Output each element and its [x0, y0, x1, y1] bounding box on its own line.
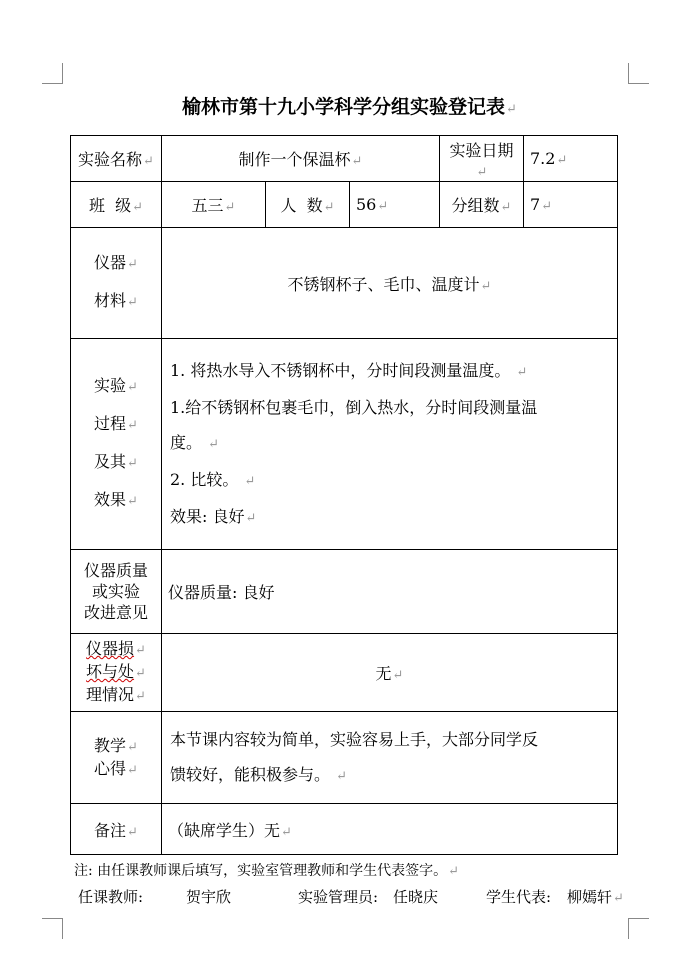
table-row — [71, 228, 618, 339]
table-row — [71, 634, 618, 712]
process-line: 度。 ↵ — [170, 432, 220, 452]
student-signature-label: 学生代表: — [486, 888, 552, 906]
process-label: 实验↵ 过程↵ 及其↵ 效果↵ — [71, 339, 162, 550]
damage-label: 仪器损↵ 坏与处↵ 理情况↵ — [71, 634, 162, 712]
crop-mark-top-right — [628, 63, 649, 84]
reflection-line: 本节课内容较为简单，实验容易上手，大部分同学反 — [170, 729, 539, 749]
process-line: 效果: 良好↵ — [170, 506, 257, 526]
table-row — [71, 182, 618, 228]
remarks-label: 备注↵ — [71, 804, 162, 855]
student-signature-name[interactable]: 柳嫣轩↵ — [567, 888, 624, 906]
reflection-line: 馈较好，能积极参与。 ↵ — [170, 764, 348, 784]
document-title-text: 榆林市第十九小学科学分组实验登记表 — [182, 96, 506, 118]
class-label: 班 级↵ — [71, 182, 162, 228]
process-line: 1.给不锈钢杯包裹毛巾，倒入热水，分时间段测量温 — [170, 397, 538, 417]
document-title[interactable] — [0, 92, 699, 119]
footer-note: 注: 由任课教师课后填写，实验室管理教师和学生代表签字。↵ — [74, 863, 460, 879]
process-cell[interactable] — [162, 339, 618, 550]
reflection-cell[interactable] — [162, 712, 618, 804]
experiment-name-label: 实验名称↵ — [71, 136, 162, 182]
student-count-cell[interactable]: 56↵ — [350, 182, 440, 228]
quality-cell[interactable]: 仪器质量: 良好 — [162, 550, 618, 634]
experiment-date-label: 实验日期↵ — [440, 136, 524, 182]
experiment-date-cell[interactable]: 7.2↵ — [524, 136, 618, 182]
manager-signature-label: 实验管理员: — [298, 888, 379, 906]
table-row — [71, 712, 618, 804]
student-count-label: 人 数↵ — [266, 182, 350, 228]
teacher-signature-label: 任课教师: — [78, 888, 144, 906]
process-line: 2. 比较。 ↵ — [170, 469, 256, 489]
table-row — [71, 339, 618, 550]
manager-signature-name[interactable]: 任晓庆 — [393, 888, 439, 906]
crop-mark-top-left — [42, 63, 63, 84]
crop-mark-bottom-left — [42, 918, 63, 939]
teacher-signature-name[interactable]: 贺宇欣 — [186, 888, 232, 906]
equipment-cell[interactable]: 不锈钢杯子、毛巾、温度计↵ — [162, 228, 618, 339]
group-count-cell[interactable]: 7↵ — [524, 182, 618, 228]
crop-mark-bottom-right — [628, 918, 649, 939]
reflection-label: 教学↵ 心得↵ — [71, 712, 162, 804]
table-row — [71, 550, 618, 634]
registration-table — [70, 135, 618, 855]
group-count-label: 分组数↵ — [440, 182, 524, 228]
class-cell[interactable]: 五三↵ — [162, 182, 266, 228]
equipment-label: 仪器↵ 材料↵ — [71, 228, 162, 339]
table-row — [71, 136, 618, 182]
table-row — [71, 804, 618, 855]
process-line: 1. 将热水导入不锈钢杯中，分时间段测量温度。 ↵ — [170, 360, 528, 380]
remarks-cell[interactable]: （缺席学生）无↵ — [162, 804, 618, 855]
damage-cell[interactable]: 无↵ — [162, 634, 618, 712]
paragraph-mark: ↵ — [506, 102, 517, 117]
quality-label: 仪器质量 或实验 改进意见 — [71, 550, 162, 634]
experiment-name-cell[interactable]: 制作一个保温杯↵ — [162, 136, 440, 182]
